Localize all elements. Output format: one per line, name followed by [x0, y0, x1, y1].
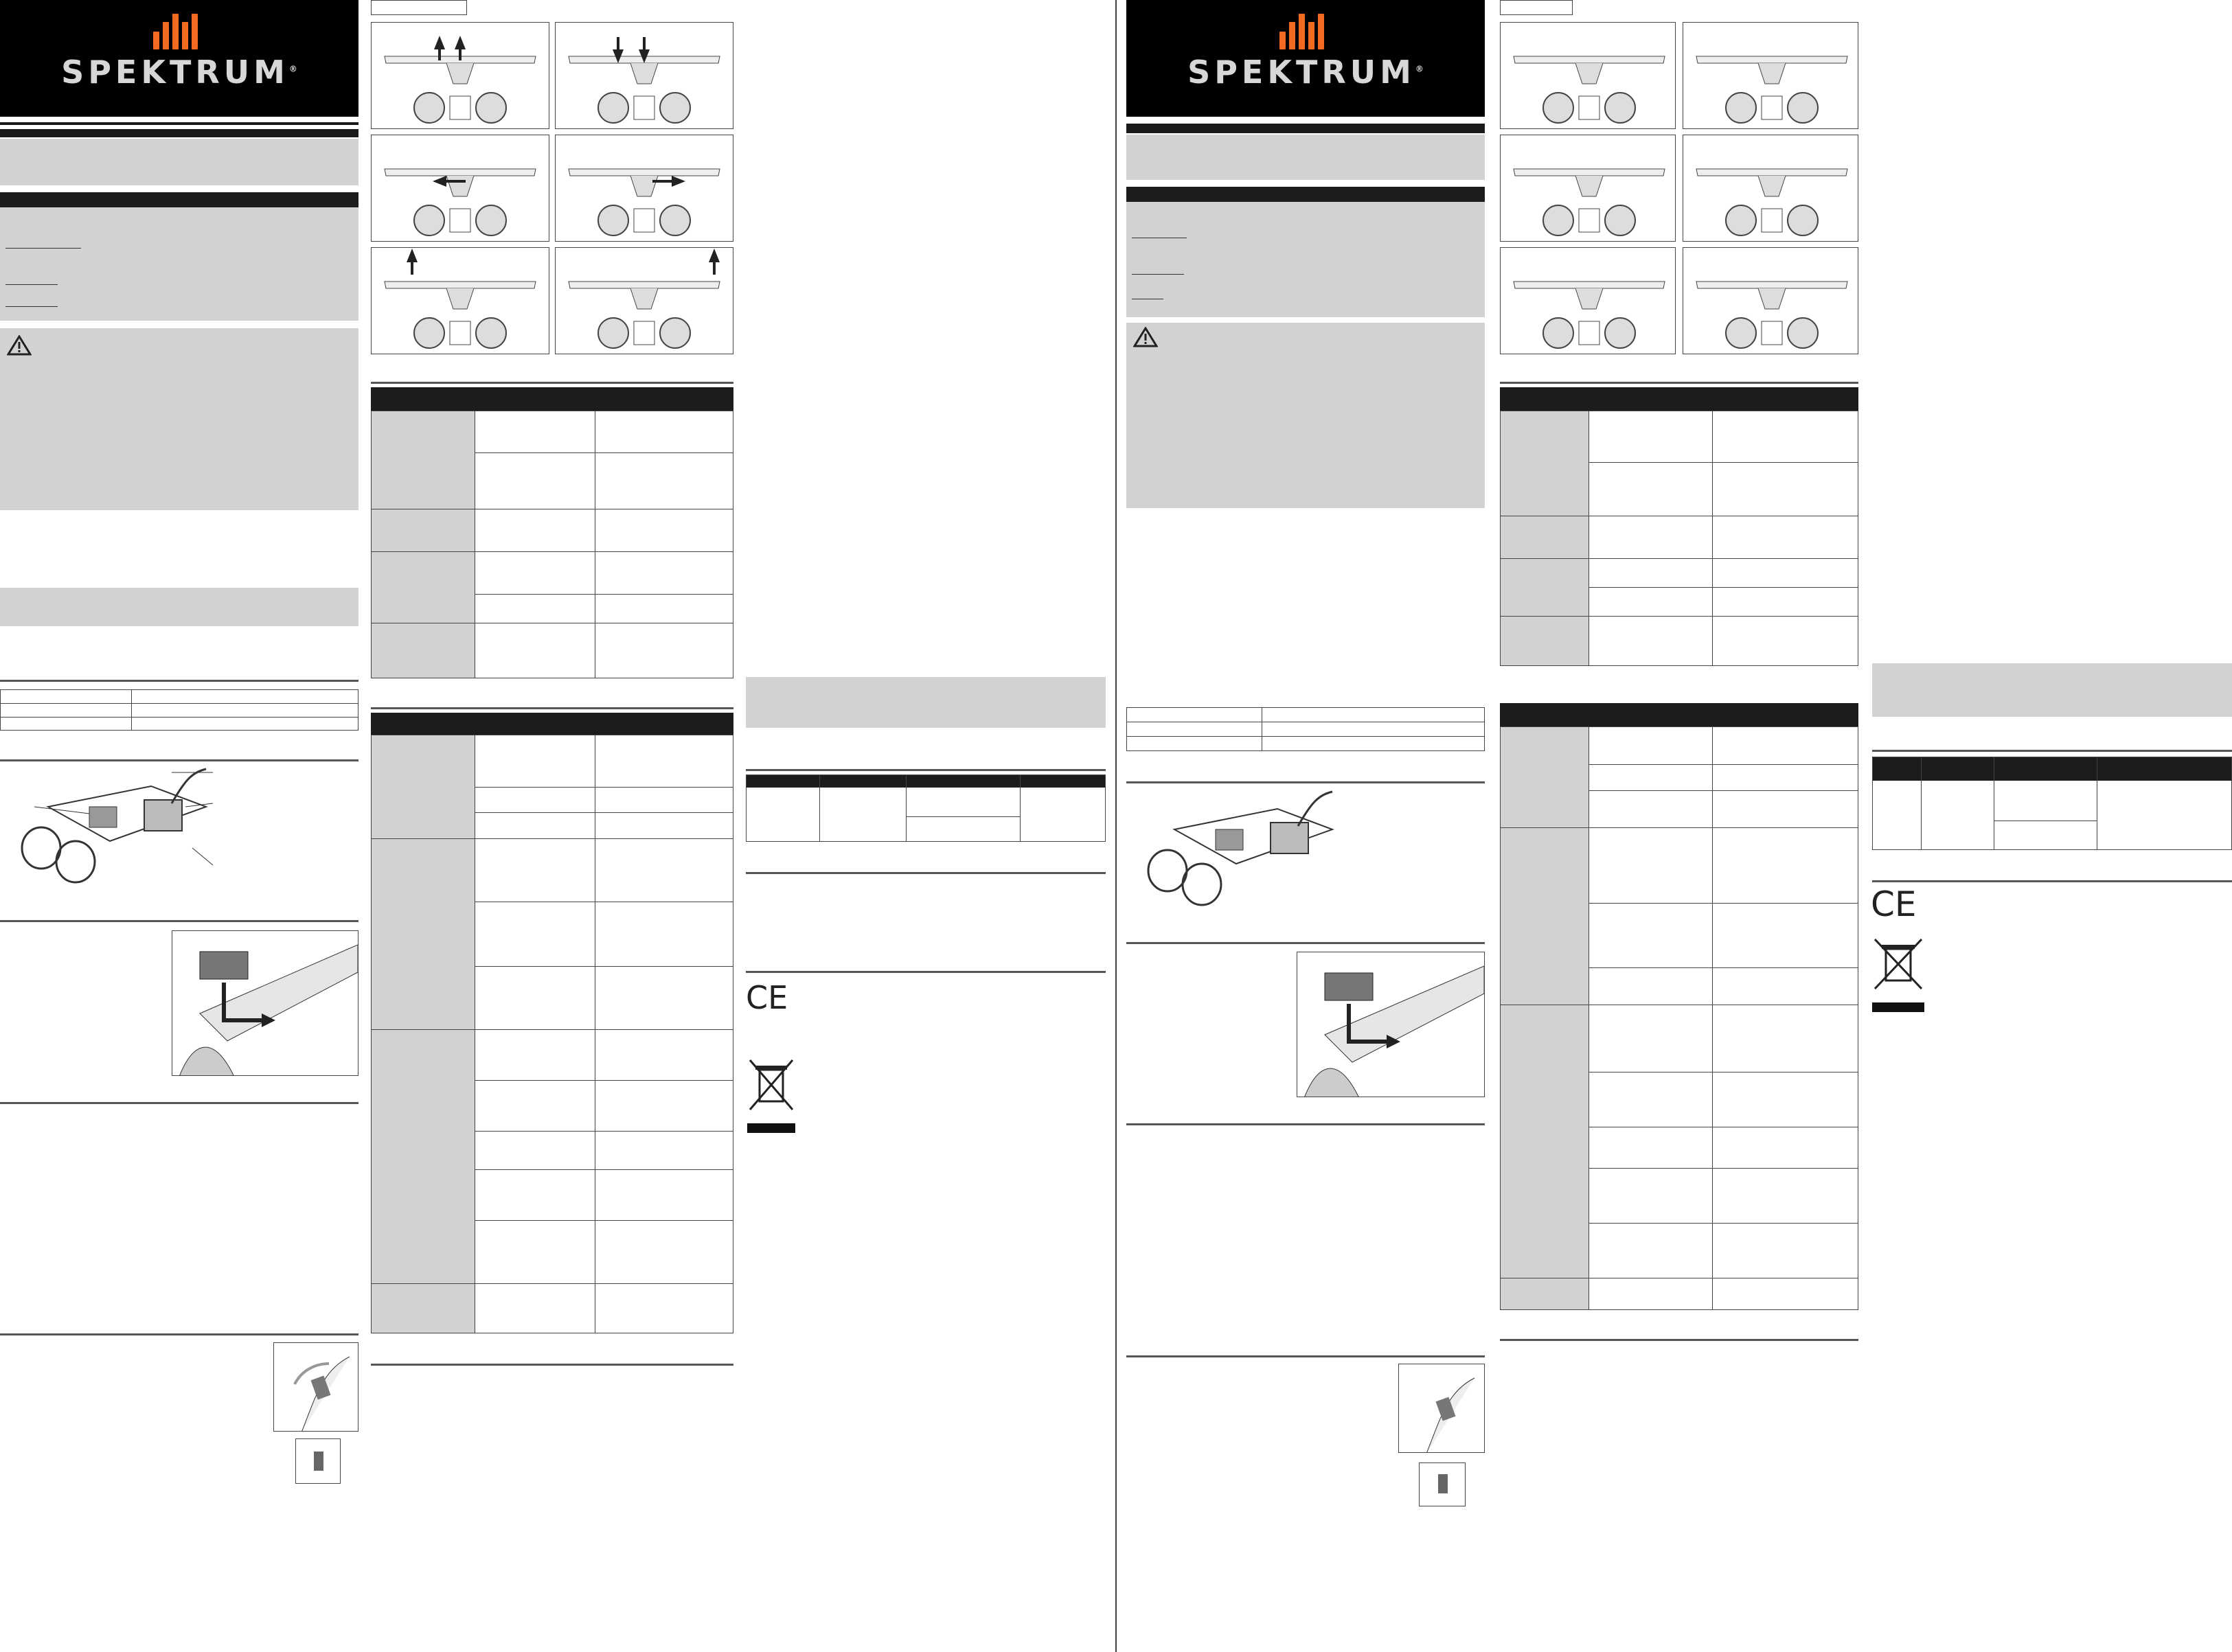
brand-logo-block-right — [1126, 0, 1485, 117]
section-rule-r2 — [1126, 781, 1485, 783]
contact-table-right — [1872, 757, 2232, 850]
section-rule-2 — [0, 759, 358, 761]
header-rule — [0, 122, 358, 125]
table-top-rule-2 — [371, 707, 733, 709]
warning-panel — [0, 328, 358, 510]
brand-logo-text — [0, 54, 358, 91]
warranty-panel — [746, 677, 1106, 728]
section-header-bar-right — [1126, 187, 1485, 202]
section-rule-r4 — [1126, 1123, 1485, 1125]
ce-mark: CE — [746, 979, 788, 1016]
table-bottom-rule-r2 — [1500, 1339, 1858, 1341]
info-underline-r2 — [1132, 273, 1184, 275]
warranty-panel-right — [1872, 663, 2232, 717]
section-rule-r5 — [1126, 1355, 1485, 1357]
spec-table-right — [1126, 707, 1485, 751]
figure-tag-right — [1500, 0, 1573, 15]
section-rule-4 — [0, 1102, 358, 1104]
title-panel-right — [1126, 135, 1485, 180]
brand-logo-bars — [153, 14, 198, 49]
note-panel — [0, 588, 358, 626]
switch-small-illustration-right — [1419, 1462, 1466, 1506]
compliance-rule — [746, 872, 1106, 874]
section-rule-r3 — [1126, 942, 1485, 944]
table-top-rule-r1 — [1500, 382, 1858, 384]
crossed-bin-icon-right — [1872, 937, 1924, 1013]
warning-panel-right — [1126, 323, 1485, 508]
install-illustration-right — [1297, 952, 1485, 1097]
info-panel-right — [1126, 202, 1485, 317]
figure-tag — [371, 0, 467, 15]
compliance-rule-right — [1872, 880, 2232, 882]
spec-table-left — [0, 689, 358, 731]
troubleshoot-table-r1 — [1500, 411, 1858, 666]
brand-logo-block — [0, 0, 358, 117]
contact-table — [746, 775, 1106, 842]
servo-board-illustration — [14, 766, 220, 886]
crossed-bin-icon — [747, 1057, 795, 1134]
troubleshoot-table-2 — [371, 735, 733, 1333]
section-rule-1 — [0, 680, 358, 682]
table-head-2 — [371, 713, 733, 735]
info-underline-3 — [5, 306, 58, 307]
weee-rule — [746, 971, 1106, 973]
title-panel — [0, 139, 358, 185]
section-rule-3 — [0, 920, 358, 922]
page-fold — [1115, 0, 1117, 1652]
logo-wordmark: SPEKTRUM — [61, 54, 289, 91]
troubleshoot-table-r2 — [1500, 726, 1858, 1310]
table-head-r2 — [1500, 703, 1858, 726]
install-illustration — [172, 930, 358, 1076]
troubleshoot-table-1 — [371, 411, 733, 678]
section-header-bar — [0, 192, 358, 207]
switch-illustration-right — [1398, 1364, 1485, 1453]
ce-mark-right: CE — [1871, 884, 1917, 924]
info-panel — [0, 207, 358, 321]
control-diagram-art-left — [371, 22, 733, 354]
servo-board-illustration-right — [1140, 788, 1346, 908]
warning-triangle-icon — [7, 335, 32, 356]
control-diagram-art-right — [1500, 22, 1858, 354]
header-rule-right — [1126, 124, 1485, 133]
switch-illustration — [273, 1342, 358, 1432]
header-rule-thick — [0, 129, 358, 137]
registered-mark-right: ® — [1415, 64, 1424, 74]
info-underline-r1 — [1132, 237, 1187, 238]
section-rule-5 — [0, 1333, 358, 1335]
warning-triangle-icon-right — [1133, 327, 1158, 347]
info-underline-2 — [5, 284, 58, 285]
brand-logo-text-right — [1126, 54, 1485, 91]
info-underline-1 — [5, 247, 81, 249]
info-underline-r3 — [1132, 298, 1163, 299]
contact-rule-right — [1872, 750, 2232, 752]
table-top-rule-1 — [371, 382, 733, 384]
registered-mark: ® — [288, 64, 297, 74]
switch-small-illustration — [295, 1438, 341, 1484]
table-bottom-rule-2 — [371, 1364, 733, 1366]
logo-wordmark-right: SPEKTRUM — [1187, 54, 1415, 91]
contact-rule — [746, 769, 1106, 771]
table-head-r1 — [1500, 387, 1858, 411]
table-head-1 — [371, 387, 733, 411]
brand-logo-bars-right — [1279, 14, 1324, 49]
